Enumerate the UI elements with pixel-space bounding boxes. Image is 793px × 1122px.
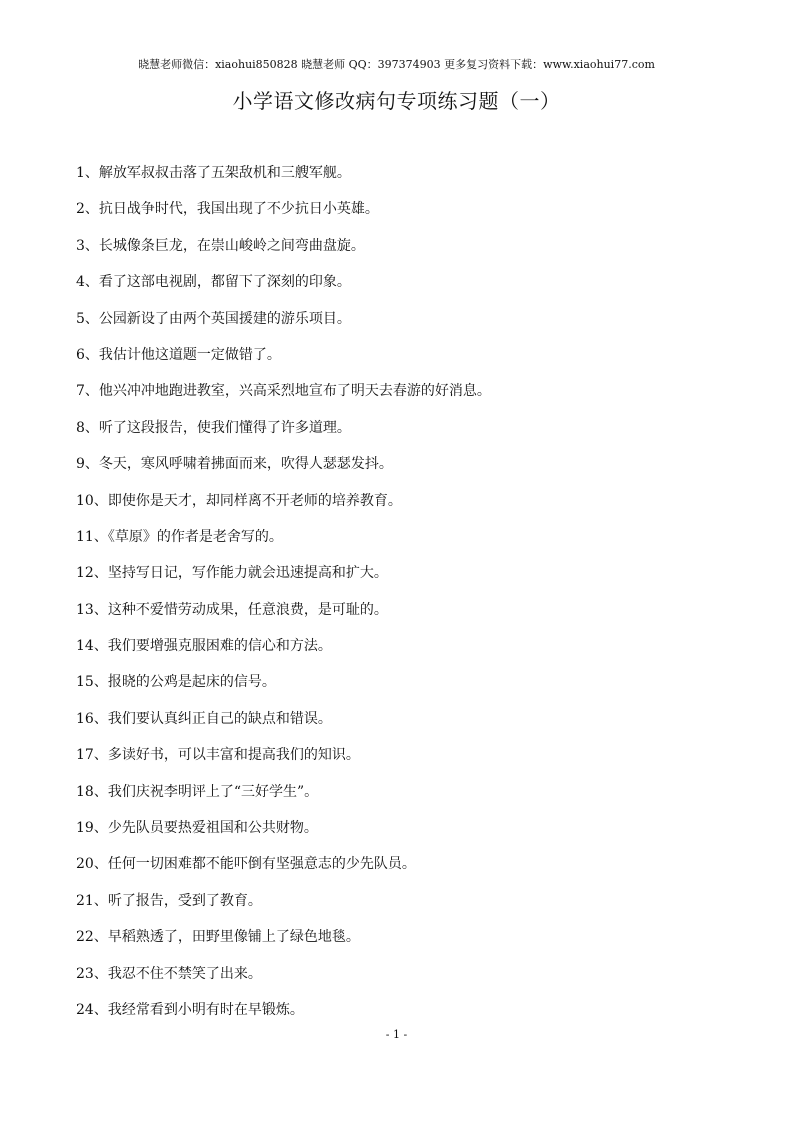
exercise-item: 16、我们要认真纠正自己的缺点和错误。: [76, 710, 332, 727]
exercise-item: 15、报晓的公鸡是起床的信号。: [76, 674, 276, 691]
exercise-item: 23、我忍不住不禁笑了出来。: [76, 965, 262, 982]
exercise-item: 24、我经常看到小明有时在早锻炼。: [76, 1001, 304, 1018]
header-contact-line: 晓慧老师微信：xiaohui850828 晓慧老师 QQ：397374903 更多复习资料下载：www.xiaohui77.com: [138, 58, 655, 71]
exercise-item: 7、他兴冲冲地跑进教室，兴高采烈地宣布了明天去春游的好消息。: [76, 383, 491, 400]
exercise-item: 13、这种不爱惜劳动成果，任意浪费，是可耻的。: [76, 601, 388, 618]
exercise-item: 2、抗日战争时代，我国出现了不少抗日小英雄。: [76, 201, 379, 218]
exercise-item: 1、解放军叔叔击落了五架敌机和三艘军舰。: [76, 165, 351, 181]
page-number: - 1 -: [385, 1028, 408, 1041]
exercise-item: 18、我们庆祝李明评上了“三好学生”。: [76, 783, 319, 800]
exercise-item: 22、早稻熟透了，田野里像铺上了绿色地毯。: [76, 929, 360, 946]
exercise-item: 19、少先队员要热爱祖国和公共财物。: [76, 820, 318, 837]
exercise-item: 21、听了报告，受到了教育。: [76, 892, 262, 909]
exercise-item: 17、多读好书，可以丰富和提高我们的知识。: [76, 747, 360, 764]
exercise-item: 9、冬天，寒风呼啸着拂面而来，吹得人瑟瑟发抖。: [76, 456, 393, 473]
exercise-item: 3、长城像条巨龙，在崇山峻岭之间弯曲盘旋。: [76, 237, 365, 254]
exercise-item: 10、即使你是天才，却同样离不开老师的培养教育。: [76, 492, 402, 509]
exercise-list: [76, 162, 736, 1035]
exercise-item: 12、坚持写日记，写作能力就会迅速提高和扩大。: [76, 565, 388, 582]
exercise-item: 4、看了这部电视剧，都留下了深刻的印象。: [76, 274, 351, 291]
exercise-item: 8、听了这段报告，使我们懂得了许多道理。: [76, 419, 351, 436]
exercise-item: 14、我们要增强克服困难的信心和方法。: [76, 638, 332, 655]
exercise-item: 6、我估计他这道题一定做错了。: [76, 346, 281, 363]
exercise-item: 11、《草原》的作者是老舍写的。: [76, 528, 283, 545]
page-title: 小学语文修改病句专项练习题（一）: [232, 89, 561, 113]
exercise-item: 20、任何一切困难都不能吓倒有坚强意志的少先队员。: [76, 856, 416, 873]
exercise-item: 5、公园新设了由两个英国援建的游乐项目。: [76, 310, 351, 327]
